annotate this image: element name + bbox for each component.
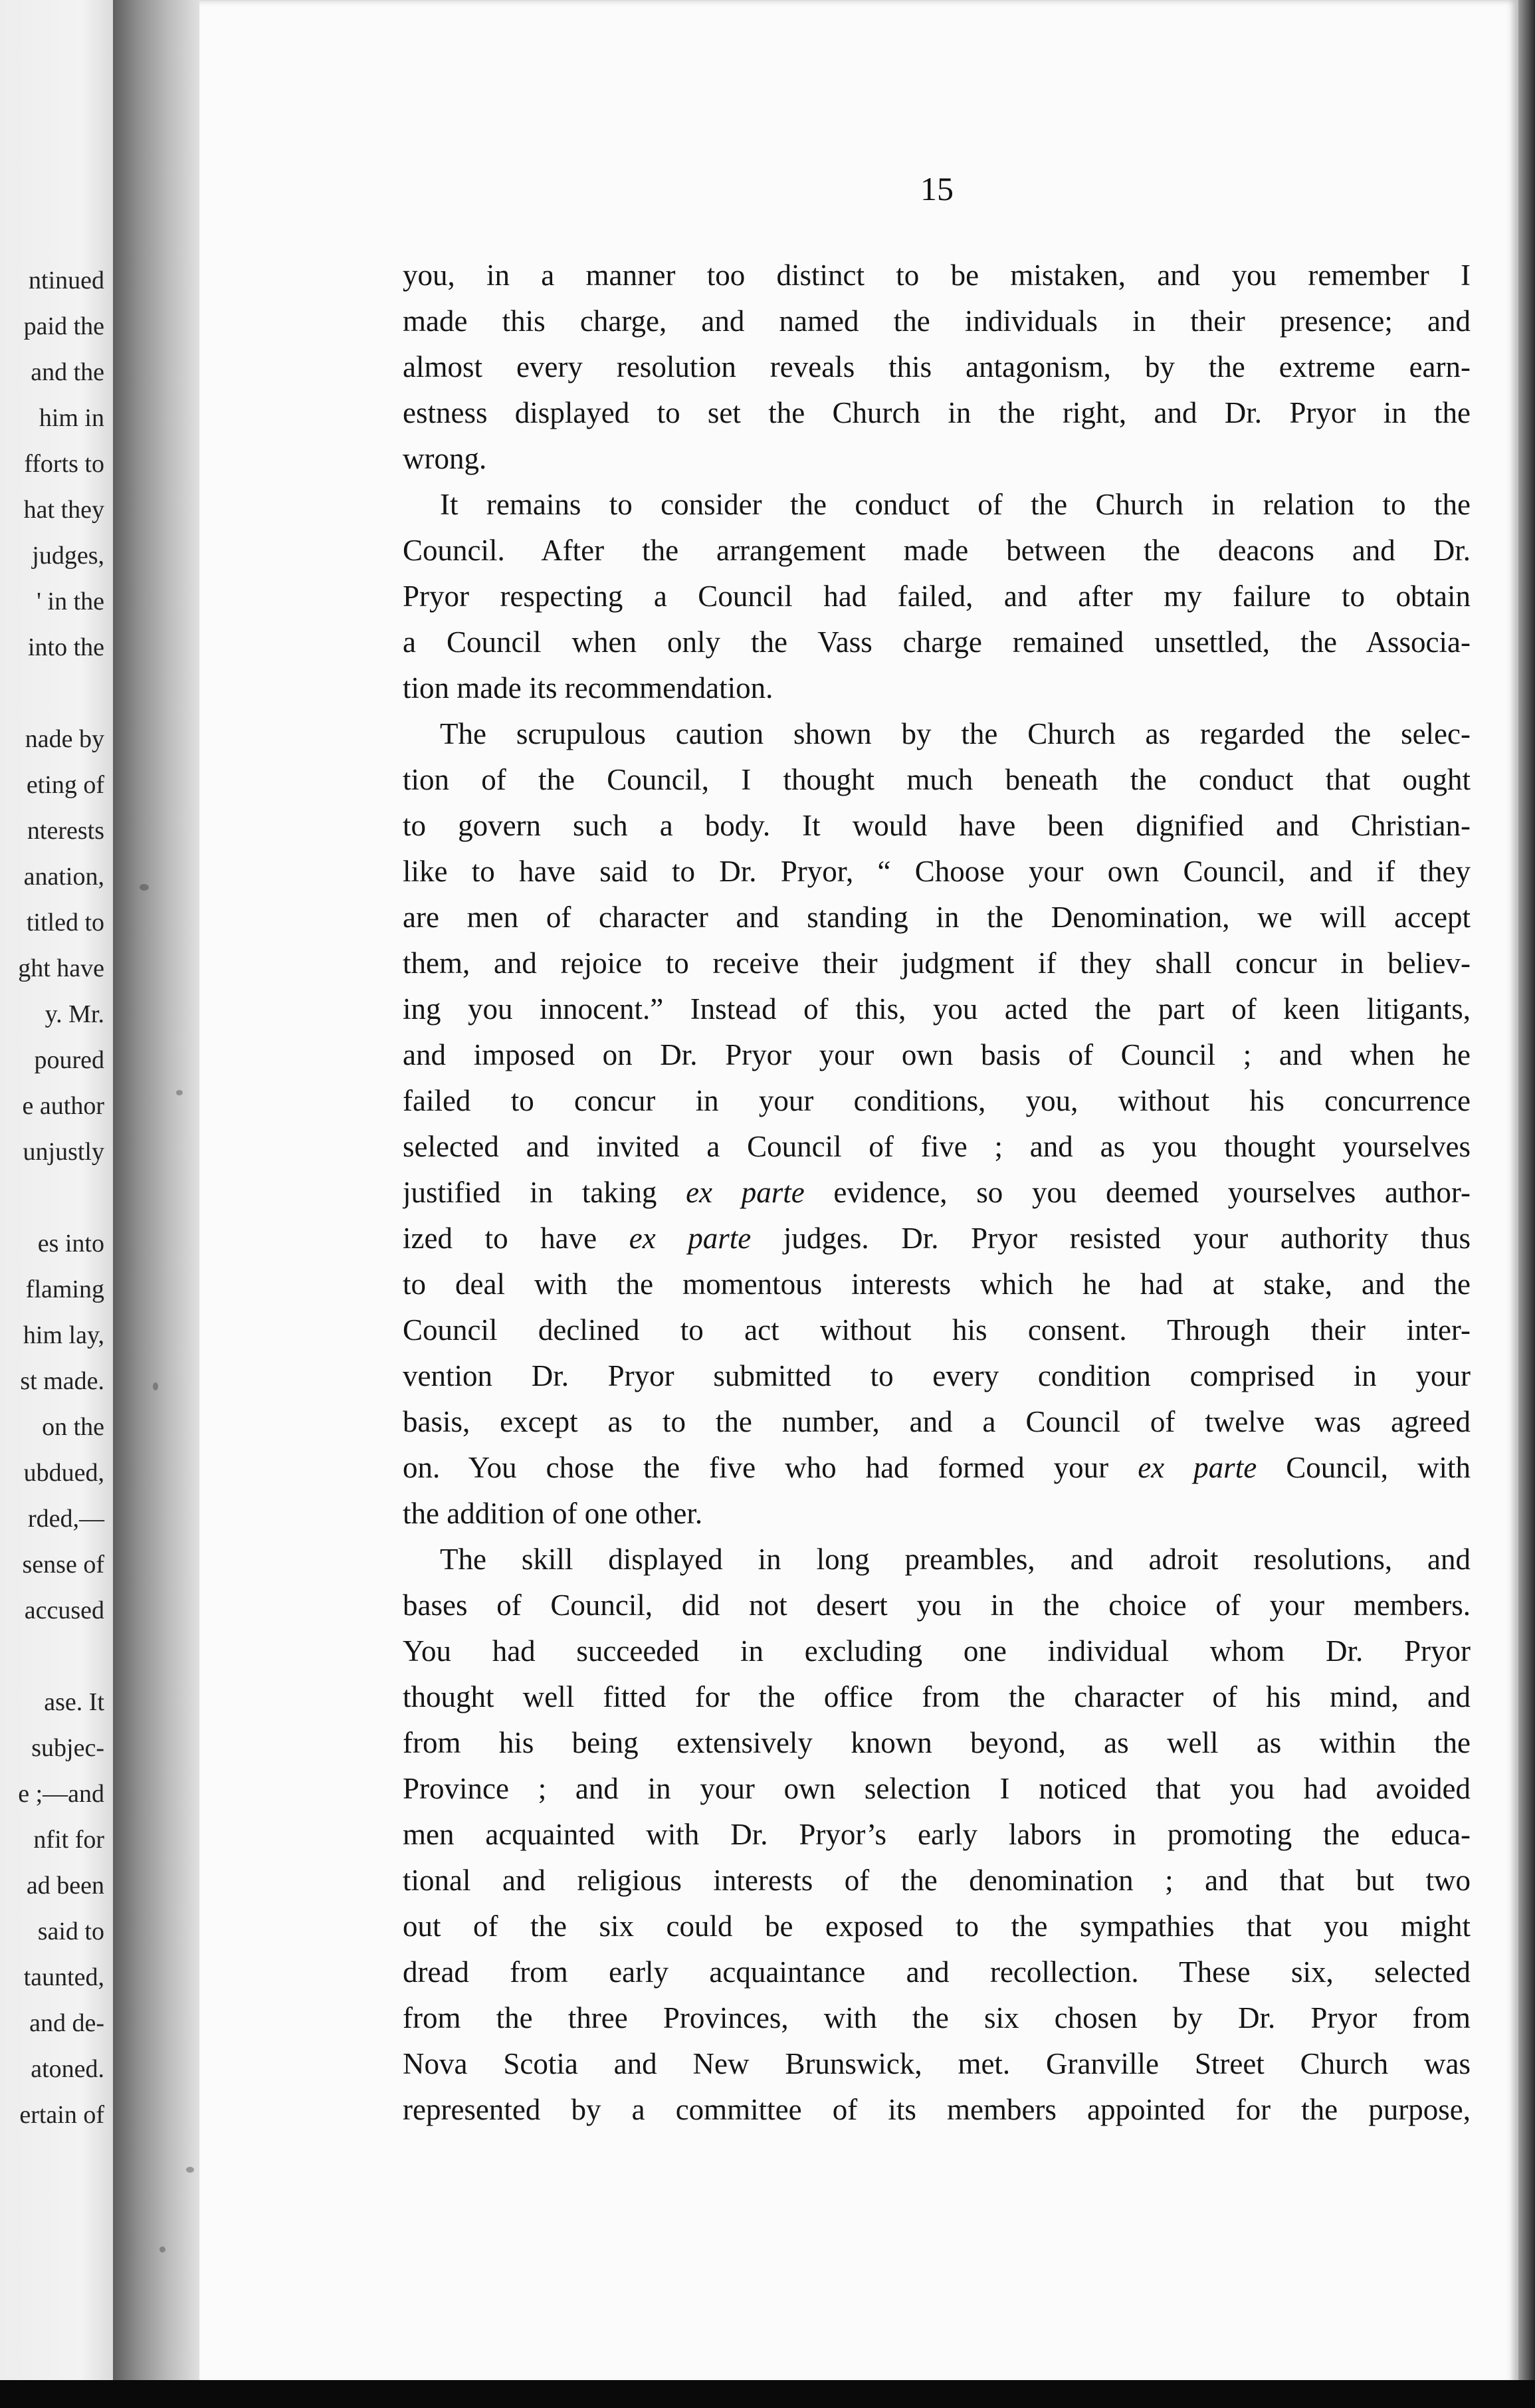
text-line: The skill displayed in long preambles, and adroit resolutions, and	[440, 1543, 1471, 1576]
text-line: basis, except as to the number, and a Council of twelve was agreed	[403, 1405, 1471, 1438]
italic-phrase: ex parte	[629, 1222, 752, 1255]
text-line: made this charge, and named the individuals in their presence; and	[403, 304, 1471, 338]
previous-page-line: ' in the	[37, 588, 104, 615]
page-number: 15	[920, 170, 954, 207]
previous-page-line: into the	[27, 633, 104, 661]
body-text	[403, 253, 1471, 2133]
scan-bottom-border	[0, 2380, 1535, 2408]
previous-page-line	[18, 671, 104, 716]
text-line: Nova Scotia and New Brunswick, met. Granville Street Church was	[403, 2047, 1471, 2080]
previous-page-line: paid the	[23, 312, 104, 340]
text-line: you, in a manner too distinct to be mistaken, and you remember I	[403, 259, 1471, 292]
text-line: Pryor respecting a Council had failed, and after my failure to obtain	[403, 580, 1471, 613]
text-line: vention Dr. Pryor submitted to every condition comprised in your	[403, 1359, 1471, 1392]
text-line: from the three Provinces, with the six chosen by Dr. Pryor from	[403, 2001, 1471, 2034]
previous-page-line: ght have	[18, 954, 104, 982]
previous-page-edge	[0, 0, 116, 2408]
previous-page-line: said to	[37, 1917, 104, 1945]
text-line: are men of character and standing in the Denomination, we will accept	[403, 901, 1471, 934]
text-line: from his being extensively known beyond, as well as within the	[403, 1726, 1471, 1759]
text-line: out of the six could be exposed to the sympathies that you might	[403, 1910, 1471, 1943]
text-line: like to have said to Dr. Pryor, “ Choose your own Council, and if they	[403, 855, 1471, 888]
text-line: them, and rejoice to receive their judgment if they shall concur in believ-	[403, 946, 1471, 980]
text-line: The scrupulous caution shown by the Church as regarded the selec-	[440, 717, 1471, 750]
text-line: failed to concur in your conditions, you, without his concurrence	[403, 1084, 1471, 1117]
previous-page-line: ad been	[26, 1872, 104, 1900]
text-line: almost every resolution reveals this antagonism, by the extreme earn-	[403, 350, 1471, 383]
previous-page-line: and the	[31, 358, 104, 386]
previous-page-line: e author	[22, 1092, 104, 1120]
previous-page-line: nterests	[27, 817, 104, 845]
previous-page-line: judges,	[32, 542, 104, 570]
previous-page-line: atoned.	[31, 2055, 104, 2083]
previous-page-line: ntinued	[29, 267, 104, 294]
previous-page-line: unjustly	[23, 1138, 104, 1166]
text-line: a Council when only the Vass charge remained unsettled, the Associa-	[403, 625, 1471, 659]
text-line: Province ; and in your own selection I noticed that you had avoided	[403, 1772, 1471, 1805]
previous-page-line: taunted,	[23, 1963, 104, 1991]
previous-page-line: ase. It	[44, 1688, 104, 1716]
previous-page-line: nfit for	[33, 1826, 104, 1854]
previous-page-line	[18, 1634, 104, 1680]
previous-page-line: him lay,	[23, 1321, 104, 1349]
text-line: It remains to consider the conduct of the Church in relation to the	[440, 488, 1471, 521]
text-line: represented by a committee of its members appointed for the purpose,	[403, 2093, 1471, 2126]
previous-page-line: hat they	[23, 496, 104, 524]
text-line: wrong.	[403, 442, 487, 475]
previous-page-line: es into	[37, 1230, 104, 1258]
previous-page-text-fragments	[18, 258, 104, 2138]
italic-phrase: ex parte	[686, 1176, 805, 1209]
text-line: estness displayed to set the Church in the right, and Dr. Pryor in the	[403, 396, 1471, 429]
text-line: the addition of one other.	[403, 1497, 703, 1530]
text-line: to deal with the momentous interests which he had at stake, and the	[403, 1267, 1471, 1301]
previous-page-line: accused	[24, 1596, 104, 1624]
text-line: to govern such a body. It would have been dignified and Christian-	[403, 809, 1471, 842]
previous-page-line: and de-	[29, 2009, 104, 2037]
italic-phrase: ex parte	[1138, 1451, 1257, 1484]
previous-page-line: poured	[34, 1046, 104, 1074]
previous-page-line: sense of	[22, 1551, 104, 1579]
previous-page-line: him in	[39, 404, 104, 432]
text-line: tional and religious interests of the denomination ; and that but two	[403, 1864, 1471, 1897]
previous-page-line: ertain of	[19, 2101, 104, 2129]
previous-page-line: on the	[42, 1413, 104, 1441]
text-line: men acquainted with Dr. Pryor’s early labors in promoting the educa-	[403, 1818, 1471, 1851]
text-line: dread from early acquaintance and recollection. These six, selected	[403, 1955, 1471, 1989]
previous-page-line: ubdued,	[23, 1459, 104, 1487]
previous-page-line	[18, 1175, 104, 1221]
previous-page-line: subjec-	[31, 1734, 104, 1762]
text-line: selected and invited a Council of five ; and as you thought yourselves	[403, 1130, 1471, 1163]
previous-page-line: flaming	[25, 1275, 104, 1303]
text-line: Council declined to act without his consent. Through their inter-	[403, 1313, 1471, 1347]
previous-page-line: anation,	[23, 863, 104, 891]
text-line: Council. After the arrangement made between the deacons and Dr.	[403, 534, 1471, 567]
previous-page-line: titled to	[26, 909, 104, 936]
text-line: ing you innocent.” Instead of this, you acted the part of keen litigants,	[403, 992, 1471, 1026]
text-line: tion of the Council, I thought much beneath the conduct that ought	[403, 763, 1471, 796]
text-line: justified in taking ex parte evidence, so you deemed yourselves author-	[403, 1176, 1471, 1209]
previous-page-line: st made.	[20, 1367, 104, 1395]
previous-page-line: fforts to	[24, 450, 104, 478]
text-line: tion made its recommendation.	[403, 671, 773, 705]
previous-page-line: rded,—	[27, 1505, 104, 1533]
text-line: and imposed on Dr. Pryor your own basis of Council ; and when he	[403, 1038, 1471, 1071]
page-edge-shadow	[1518, 0, 1535, 2408]
book-page	[199, 0, 1518, 2408]
text-line: ized to have ex parte judges. Dr. Pryor resisted your authority thus	[403, 1222, 1471, 1255]
previous-page-line: y. Mr.	[45, 1000, 104, 1028]
previous-page-line: e ;—and	[18, 1780, 104, 1808]
text-line: bases of Council, did not desert you in the choice of your members.	[403, 1588, 1471, 1622]
previous-page-line: eting of	[26, 771, 104, 799]
previous-page-line: nade by	[25, 725, 104, 753]
text-line: on. You chose the five who had formed your ex parte Council, with	[403, 1451, 1471, 1484]
text-line: thought well fitted for the office from the character of his mind, and	[403, 1680, 1471, 1713]
text-line: You had succeeded in excluding one individual whom Dr. Pryor	[403, 1634, 1471, 1668]
